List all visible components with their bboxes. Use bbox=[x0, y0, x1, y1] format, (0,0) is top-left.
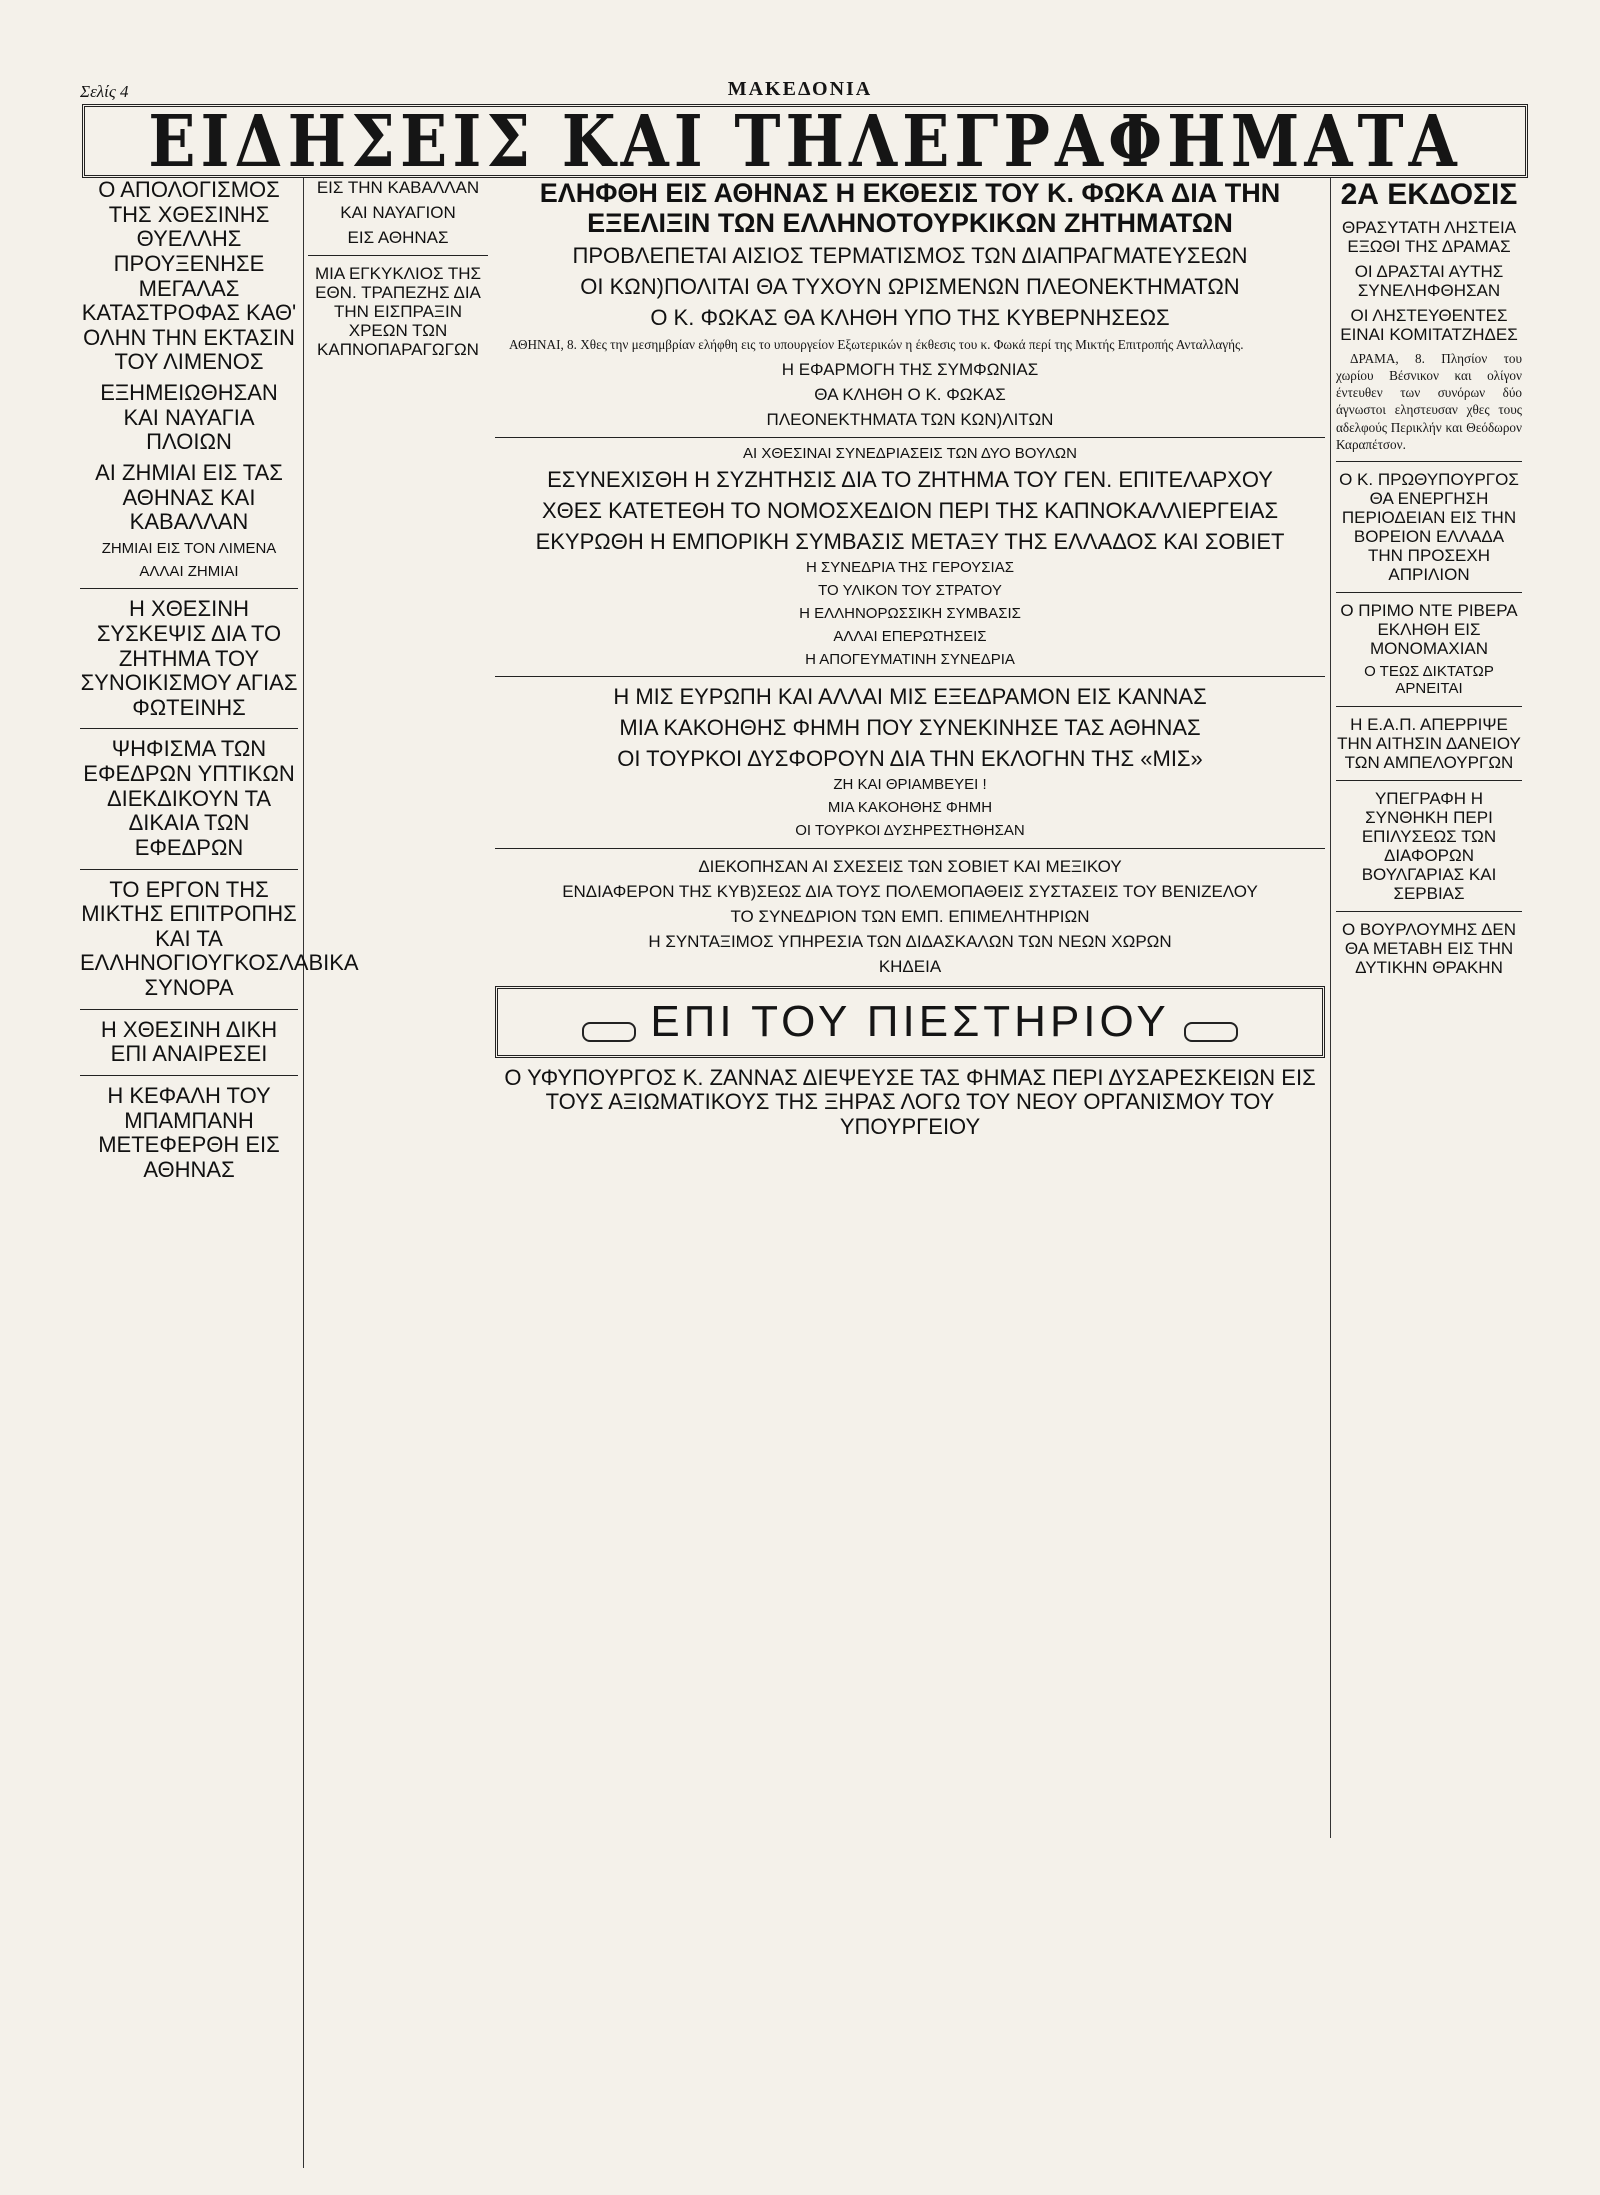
divider bbox=[80, 1009, 298, 1010]
subheading: ΖΗΜΙΑΙ ΕΙΣ ΤΟΝ ΛΙΜΕΝΑ bbox=[101, 539, 277, 557]
divider bbox=[495, 437, 1325, 438]
ornament-icon bbox=[1184, 1022, 1238, 1042]
subheading: ΟΙ ΤΟΥΡΚΟΙ ΔΥΣΗΡΕΣΤΗΘΗΣΑΝ bbox=[795, 821, 1025, 839]
subheading: ΑΛΛΑΙ ΕΠΕΡΩΤΗΣΕΙΣ bbox=[833, 627, 987, 645]
headline: Η Ε.Α.Π. ΑΠΕΡΡΙΨΕ ΤΗΝ ΑΙΤΗΣΙΝ ΔΑΝΕΙΟΥ ΤΩΝ ΑΜΠΕΛΟΥΡΓΩΝ bbox=[1337, 714, 1521, 772]
headline: ΤΟ ΣΥΝΕΔΡΙΟΝ ΤΩΝ ΕΜΠ. ΕΠΙΜΕΛΗΤΗΡΙΩΝ bbox=[730, 906, 1090, 926]
masthead-title: ΕΙΔΗΣΕΙΣ ΚΑΙ ΤΗΛΕΓΡΑΦΗΜΑΤΑ bbox=[148, 99, 1462, 183]
subheading: ΕΙΣ ΤΗΝ ΚΑΒΑΛΛΑΝ bbox=[316, 178, 480, 197]
headline: ΑΙ ΖΗΜΙΑΙ ΕΙΣ ΤΑΣ ΑΘΗΝΑΣ ΚΑΙ ΚΑΒΑΛΛΑΝ bbox=[95, 459, 283, 535]
left-column-2 bbox=[308, 178, 488, 2183]
headline: ΟΙ ΔΡΑΣΤΑΙ ΑΥΤΗΣ ΣΥΝΕΛΗΦΘΗΣΑΝ bbox=[1354, 261, 1504, 300]
subheading: Ο ΤΕΩΣ ΔΙΚΤΑΤΩΡ ΑΡΝΕΙΤΑΙ bbox=[1364, 663, 1494, 698]
headline: ΕΝΔΙΑΦΕΡΟΝ ΤΗΣ ΚΥΒ)ΣΕΩΣ ΔΙΑ ΤΟΥΣ ΠΟΛΕΜΟΠΑΘΕΙΣ ΣΥΣΤΑΣΕΙΣ ΤΟΥ ΒΕΝΙΖΕΛΟΥ bbox=[562, 881, 1258, 901]
divider bbox=[80, 869, 298, 870]
divider bbox=[1336, 911, 1522, 912]
subheading: Η ΕΛΛΗΝΟΡΩΣΣΙΚΗ ΣΥΜΒΑΣΙΣ bbox=[799, 604, 1021, 622]
subheading: ΘΑ ΚΛΗΘΗ Ο Κ. ΦΩΚΑΣ bbox=[814, 384, 1006, 404]
headline: Η ΧΘΕΣΙΝΗ ΔΙΚΗ ΕΠΙ ΑΝΑΙΡΕΣΕΙ bbox=[100, 1016, 278, 1067]
divider bbox=[80, 588, 298, 589]
divider bbox=[1336, 461, 1522, 462]
center-column bbox=[495, 178, 1325, 2183]
headline: Ο ΑΠΟΛΟΓΙΣΜΟΣ ΤΗΣ ΧΘΕΣΙΝΗΣ ΘΥΕΛΛΗΣ ΠΡΟΥΞΕΝΗΣΕ ΜΕΓΑΛΑΣ ΚΑΤΑΣΤΡΟΦΑΣ ΚΑΘ' ΟΛΗΝ ΤΗΝ ΕΚΤΑΣΙΝ ΤΟΥ ΛΙΜΕΝΟΣ bbox=[81, 177, 297, 375]
headline: ΠΡΟΒΛΕΠΕΤΑΙ ΑΙΣΙΟΣ ΤΕΡΜΑΤΙΣΜΟΣ ΤΩΝ ΔΙΑΠΡΑΓΜΑΤΕΥΣΕΩΝ bbox=[572, 243, 1248, 269]
right-column bbox=[1336, 178, 1522, 2183]
headline: Ο ΥΦΥΠΟΥΡΓΟΣ Κ. ΖΑΝΝΑΣ ΔΙΕΨΕΥΣΕ ΤΑΣ ΦΗΜΑΣ ΠΕΡΙ ΔΥΣΑΡΕΣΚΕΙΩΝ ΕΙΣ ΤΟΥΣ ΑΞΙΩΜΑΤΙΚΟΥΣ ΤΗΣ ΞΗΡΑΣ ΛΟΓΩ ΤΟΥ ΝΕΟΥ ΟΡΓΑΝΙΣΜΟΥ ΤΟΥ ΥΠΟΥΡΓΕΙΟΥ bbox=[504, 1064, 1316, 1139]
headline: ΟΙ ΤΟΥΡΚΟΙ ΔΥΣΦΟΡΟΥΝ ΔΙΑ ΤΗΝ ΕΚΛΟΓΗΝ ΤΗΣ «ΜΙΣ» bbox=[617, 745, 1203, 771]
divider bbox=[308, 255, 488, 256]
headline: Η ΜΙΣ ΕΥΡΩΠΗ ΚΑΙ ΑΛΛΑΙ ΜΙΣ ΕΞΕΔΡΑΜΟΝ ΕΙΣ ΚΑΝΝΑΣ bbox=[613, 684, 1207, 710]
newspaper-name: ΜΑΚΕΔΟΝΙΑ bbox=[727, 78, 873, 100]
subheading: ΚΑΙ ΝΑΥΑΓΙΟΝ bbox=[340, 203, 456, 223]
edition-label: 2Α ΕΚΔΟΣΙΣ bbox=[1340, 178, 1518, 211]
left-column bbox=[80, 177, 359, 2183]
divider bbox=[495, 676, 1325, 677]
subheading: Η ΕΦΑΡΜΟΓΗ ΤΗΣ ΣΥΜΦΩΝΙΑΣ bbox=[781, 359, 1039, 379]
court-section-banner bbox=[495, 986, 1325, 1058]
subheading: Η ΑΠΟΓΕΥΜΑΤΙΝΗ ΣΥΝΕΔΡΙΑ bbox=[805, 650, 1015, 668]
subheading: ΜΙΑ ΚΑΚΟΗΘΗΣ ΦΗΜΗ bbox=[827, 798, 993, 816]
headline: ΔΙΕΚΟΠΗΣΑΝ ΑΙ ΣΧΕΣΕΙΣ ΤΩΝ ΣΟΒΙΕΤ ΚΑΙ ΜΕΞΙΚΟΥ bbox=[698, 856, 1122, 876]
headline: Ο Κ. ΦΩΚΑΣ ΘΑ ΚΛΗΘΗ ΥΠΟ ΤΗΣ ΚΥΒΕΡΝΗΣΕΩΣ bbox=[650, 304, 1170, 330]
column-divider bbox=[303, 178, 304, 2168]
headline: ΜΙΑ ΕΓΚΥΚΛΙΟΣ ΤΗΣ ΕΘΝ. ΤΡΑΠΕΖΗΣ ΔΙΑ ΤΗΝ ΕΙΣΠΡΑΞΙΝ ΧΡΕΩΝ ΤΩΝ ΚΑΠΝΟΠΑΡΑΓΩΓΩΝ bbox=[314, 264, 482, 360]
kicker: ΑΙ ΧΘΕΣΙΝΑΙ ΣΥΝΕΔΡΙΑΣΕΙΣ ΤΩΝ ΔΥΟ ΒΟΥΛΩΝ bbox=[743, 444, 1077, 462]
divider bbox=[1336, 592, 1522, 593]
headline: ΨΗΦΙΣΜΑ ΤΩΝ ΕΦΕΔΡΩΝ ΥΠΤΙΚΩΝ ΔΙΕΚΔΙΚΟΥΝ ΤΑ ΔΙΚΑΙΑ ΤΩΝ ΕΦΕΔΡΩΝ bbox=[83, 736, 295, 860]
subheading: ΑΛΛΑΙ ΖΗΜΙΑΙ bbox=[139, 562, 239, 580]
section-masthead bbox=[82, 99, 1528, 183]
subheading: ΕΙΣ ΑΘΗΝΑΣ bbox=[347, 228, 449, 248]
headline: ΕΛΗΦΘΗ ΕΙΣ ΑΘΗΝΑΣ Η ΕΚΘΕΣΙΣ ΤΟΥ Κ. ΦΩΚΑ ΔΙΑ ΤΗΝ ΕΞΕΛΙΞΙΝ ΤΩΝ ΕΛΛΗΝΟΤΟΥΡΚΙΚΩΝ ΖΗΤΗΜΑΤΩΝ bbox=[539, 178, 1281, 239]
headline: Η ΧΘΕΣΙΝΗ ΣΥΣΚΕΨΙΣ ΔΙΑ ΤΟ ΖΗΤΗΜΑ ΤΟΥ ΣΥΝΟΙΚΙΣΜΟΥ ΑΓΙΑΣ ΦΩΤΕΙΝΗΣ bbox=[80, 596, 298, 720]
divider bbox=[1336, 706, 1522, 707]
column-divider bbox=[1330, 178, 1331, 1838]
subheading: ΖΗ ΚΑΙ ΘΡΙΑΜΒΕΥΕΙ ! bbox=[833, 776, 987, 794]
headline: ΤΟ ΕΡΓΟΝ ΤΗΣ ΜΙΚΤΗΣ ΕΠΙΤΡΟΠΗΣ ΚΑΙ ΤΑ ΕΛΛΗΝΟΓΙΟΥΓΚΟΣΛΑΒΙΚΑ ΣΥΝΟΡΑ bbox=[80, 876, 359, 1001]
lead-paragraph: ΑΘΗΝΑΙ, 8. Χθες την μεσημβρίαν ελήφθη εις το υπουργείον Εξωτερικών η έκθεσις του κ. Φωκά περί της Μικτής Επιτροπής Ανταλλαγής. bbox=[509, 337, 1244, 353]
court-title: ΕΠΙ ΤΟΥ ΠΙΕΣΤΗΡΙΟΥ bbox=[650, 996, 1170, 1046]
lead-paragraph: ΔΡΑΜΑ, 8. Πλησίον του χωρίου Βέσνικον και ολίγον έντευθεν των συνόρων δύο άγνωστοι εληστευσαν χθες τους αδελφούς Περικλήν και Θεόδωρον Καραπέτσον. bbox=[1336, 350, 1522, 452]
subheading: ΤΟ ΥΛΙΚΟΝ ΤΟΥ ΣΤΡΑΤΟΥ bbox=[818, 582, 1002, 600]
headline: ΕΚΥΡΩΘΗ Η ΕΜΠΟΡΙΚΗ ΣΥΜΒΑΣΙΣ ΜΕΤΑΞΥ ΤΗΣ ΕΛΛΑΔΟΣ ΚΑΙ ΣΟΒΙΕΤ bbox=[535, 528, 1285, 554]
headline: ΕΞΗΜΕΙΩΘΗΣΑΝ ΚΑΙ ΝΑΥΑΓΙΑ ΠΛΟΙΩΝ bbox=[100, 380, 278, 455]
headline: ΟΙ ΛΗΣΤΕΥΘΕΝΤΕΣ ΕΙΝΑΙ ΚΟΜΙΤΑΤΖΗΔΕΣ bbox=[1340, 305, 1518, 344]
headline: ΕΣΥΝΕΧΙΣΘΗ Η ΣΥΖΗΤΗΣΙΣ ΔΙΑ ΤΟ ΖΗΤΗΜΑ ΤΟΥ ΓΕΝ. ΕΠΙΤΕΛΑΡΧΟΥ bbox=[547, 467, 1273, 493]
headline: ΧΘΕΣ ΚΑΤΕΤΕΘΗ ΤΟ ΝΟΜΟΣΧΕΔΙΟΝ ΠΕΡΙ ΤΗΣ ΚΑΠΝΟΚΑΛΛΙΕΡΓΕΙΑΣ bbox=[541, 498, 1279, 524]
subheading: Η ΣΥΝΕΔΡΙΑ ΤΗΣ ΓΕΡΟΥΣΙΑΣ bbox=[806, 559, 1014, 577]
headline: Ο ΒΟΥΡΛΟΥΜΗΣ ΔΕΝ ΘΑ ΜΕΤΑΒΗ ΕΙΣ ΤΗΝ ΔΥΤΙΚΗΝ ΘΡΑΚΗΝ bbox=[1341, 920, 1517, 978]
headline: ΚΗΔΕΙΑ bbox=[878, 956, 942, 976]
divider bbox=[80, 1075, 298, 1076]
headline: ΘΡΑΣΥΤΑΤΗ ΛΗΣΤΕΙΑ ΕΞΩΘΙ ΤΗΣ ΔΡΑΜΑΣ bbox=[1341, 217, 1517, 256]
headline: ΟΙ ΚΩΝ)ΠΟΛΙΤΑΙ ΘΑ ΤΥΧΟΥΝ ΩΡΙΣΜΕΝΩΝ ΠΛΕΟΝΕΚΤΗΜΑΤΩΝ bbox=[580, 274, 1240, 300]
ornament-icon bbox=[582, 1022, 636, 1042]
headline: Ο ΠΡΙΜΟ ΝΤΕ ΡΙΒΕΡΑ ΕΚΛΗΘΗ ΕΙΣ ΜΟΝΟΜΑΧΙΑΝ bbox=[1340, 601, 1518, 659]
divider bbox=[80, 728, 298, 729]
headline: Η ΚΕΦΑΛΗ ΤΟΥ ΜΠΑΜΠΑΝΗ ΜΕΤΕΦΕΡΘΗ ΕΙΣ ΑΘΗΝΑΣ bbox=[98, 1082, 280, 1182]
page-number: Σελίς 4 bbox=[80, 82, 129, 101]
headline: ΜΙΑ ΚΑΚΟΗΘΗΣ ΦΗΜΗ ΠΟΥ ΣΥΝΕΚΙΝΗΣΕ ΤΑΣ ΑΘΗΝΑΣ bbox=[619, 714, 1201, 740]
headline: Ο Κ. ΠΡΩΘΥΠΟΥΡΓΟΣ ΘΑ ΕΝΕΡΓΗΣΗ ΠΕΡΙΟΔΕΙΑΝ ΕΙΣ ΤΗΝ ΒΟΡΕΙΟΝ ΕΛΛΑΔΑ ΤΗΝ ΠΡΟΣΕΧΗ ΑΠΡΙΛΙΟΝ bbox=[1339, 470, 1519, 585]
headline: ΥΠΕΓΡΑΦΗ Η ΣΥΝΘΗΚΗ ΠΕΡΙ ΕΠΙΛΥΣΕΩΣ ΤΩΝ ΔΙΑΦΟΡΩΝ ΒΟΥΛΓΑΡΙΑΣ ΚΑΙ ΣΕΡΒΙΑΣ bbox=[1361, 788, 1497, 904]
divider bbox=[495, 848, 1325, 849]
subheading: ΠΛΕΟΝΕΚΤΗΜΑΤΑ ΤΩΝ ΚΩΝ)ΛΙΤΩΝ bbox=[766, 409, 1054, 429]
divider bbox=[1336, 780, 1522, 781]
headline: Η ΣΥΝΤΑΞΙΜΟΣ ΥΠΗΡΕΣΙΑ ΤΩΝ ΔΙΔΑΣΚΑΛΩΝ ΤΩΝ ΝΕΩΝ ΧΩΡΩΝ bbox=[648, 931, 1172, 951]
